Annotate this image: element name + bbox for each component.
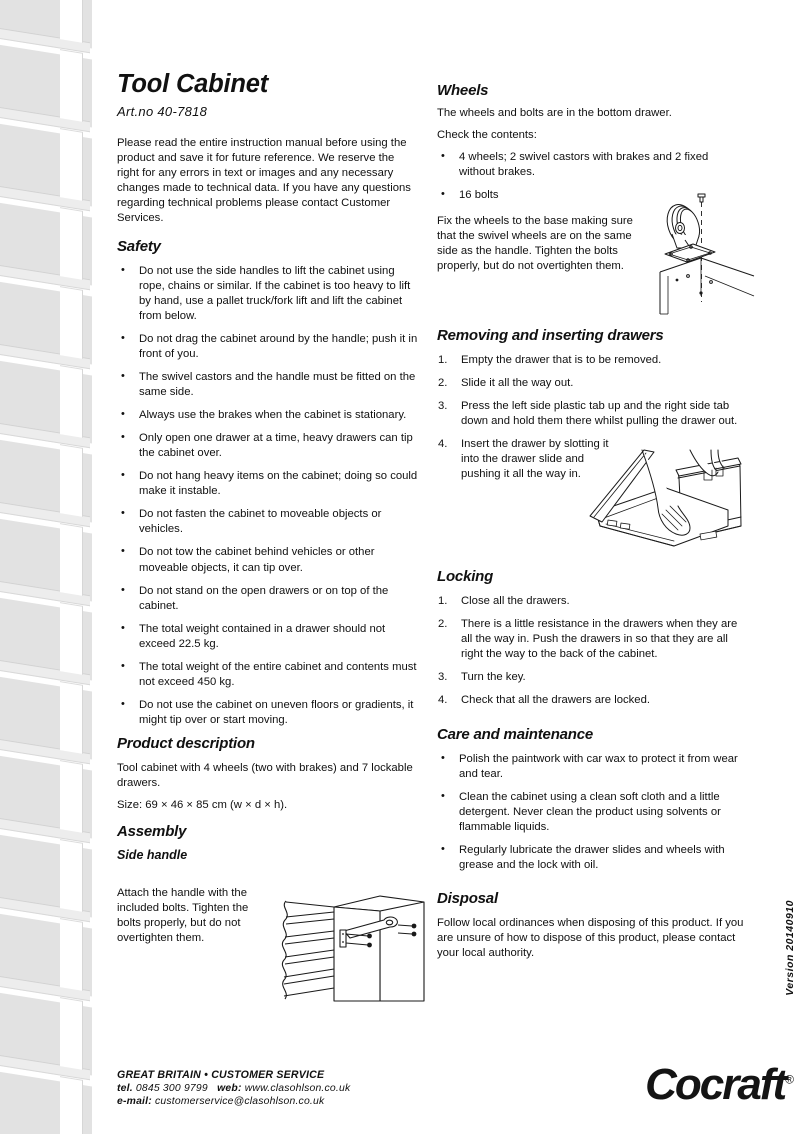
list-item: Slide it all the way out. — [461, 377, 574, 390]
list-item: • Do not hang heavy items on the cabinet; doing so could make it instable. — [117, 469, 422, 499]
version-label: Version 20140910 — [784, 900, 796, 996]
safety-list — [117, 264, 422, 727]
email-label: e-mail: — [117, 1096, 152, 1107]
disposal-heading: Disposal — [437, 890, 498, 907]
title-block — [117, 70, 422, 119]
assembly-section — [117, 823, 417, 863]
page-title: Tool Cabinet — [117, 70, 269, 98]
locking-section — [437, 568, 749, 716]
disposal-section — [437, 890, 749, 961]
product-size-text: Size: 69 × 46 × 85 cm (w × d × h). — [117, 799, 288, 812]
wheels-text-2: Check the contents: — [437, 129, 537, 142]
email-value[interactable]: customerservice@clasohlson.co.uk — [154, 1096, 325, 1107]
product-description-heading: Product description — [117, 735, 255, 752]
wheels-text-3: Fix the wheels to the base making sure that the swivel wheels are on the same side as the handle. Tighten the bolts properly, but do not overtighten them. — [437, 215, 633, 273]
list-item: There is a little resistance in the drawers when they are all the way in. Push the drawers in so that they are all right the way to the back of the cabinet. — [461, 618, 738, 661]
list-item: • The total weight contained in a drawer should not exceed 22.5 kg. — [117, 622, 422, 652]
list-item: • Always use the brakes when the cabinet is stationary. — [117, 408, 422, 423]
list-item: • 16 bolts — [437, 188, 747, 203]
drawers-heading: Removing and inserting drawers — [437, 327, 664, 344]
list-item: • Do not use the cabinet on uneven floors or gradients, it might tip over or start moving. — [117, 698, 422, 728]
list-item: Check that all the drawers are locked. — [461, 694, 651, 707]
list-item: • Regularly lubricate the drawer slides and wheels with grease and the lock with oil. — [437, 843, 749, 873]
safety-section — [117, 238, 422, 736]
care-heading: Care and maintenance — [437, 726, 594, 743]
list-item: • Do not fasten the cabinet to moveable objects or vehicles. — [117, 507, 422, 537]
list-item: • The swivel castors and the handle must be fitted on the same side. — [117, 370, 422, 400]
list-item: • Polish the paintwork with car wax to protect it from wear and tear. — [437, 752, 749, 782]
list-item: Empty the drawer that is to be removed. — [461, 354, 662, 367]
side-handle-subheading: Side handle — [117, 848, 188, 863]
assembly-heading: Assembly — [117, 823, 187, 840]
brand-logo — [645, 1060, 794, 1109]
wheels-heading: Wheels — [437, 82, 489, 99]
list-item: Turn the key. — [461, 671, 526, 684]
brand-name: Cocraft — [645, 1060, 786, 1109]
side-handle-instructions: Attach the handle with the included bolts. Tighten the bolts properly, but do not overtighten them. — [117, 887, 249, 945]
list-item: • Clean the cabinet using a clean soft cloth and a little detergent. Never clean the product using solvents or flammable liquids. — [437, 790, 749, 835]
list-item: • Do not drag the cabinet around by the handle; push it in front of you. — [117, 332, 422, 362]
footer-region: GREAT BRITAIN • CUSTOMER SERVICE — [117, 1069, 325, 1081]
locking-heading: Locking — [437, 568, 494, 585]
product-description-text: Tool cabinet with 4 wheels (two with brakes) and 7 lockable drawers. — [117, 762, 413, 790]
wheels-text-1: The wheels and bolts are in the bottom drawer. — [437, 107, 672, 120]
tel-value: 0845 300 9799 — [135, 1083, 208, 1094]
care-section — [437, 726, 749, 881]
locking-steps-list — [437, 594, 749, 708]
list-item: • The total weight of the entire cabinet and contents must not exceed 450 kg. — [117, 660, 422, 690]
list-item: Close all the drawers. — [461, 595, 570, 608]
web-value[interactable]: www.clasohlson.co.uk — [244, 1083, 351, 1094]
safety-heading: Safety — [117, 238, 161, 255]
side-handle-illustration — [272, 893, 427, 1003]
list-item: • 4 wheels; 2 swivel castors with brakes and 2 fixed without brakes. — [437, 150, 747, 180]
article-number: Art.no 40-7818 — [117, 104, 208, 120]
registered-trademark-icon: ® — [785, 1072, 794, 1087]
product-description-section — [117, 735, 417, 813]
list-item: Insert the drawer by slotting it into the drawer slide and pushing it all the way in. — [461, 438, 609, 481]
disposal-text: Follow local ordinances when disposing of this product. If you are unsure of how to dispose of this product, please contact your local authority. — [437, 917, 744, 960]
list-item: Press the left side plastic tab up and the right side tab down and hold them there whilst pulling the drawer out. — [461, 400, 738, 428]
drawer-insert-illustration — [578, 448, 760, 570]
web-label: web: — [217, 1083, 242, 1094]
list-item: • Only open one drawer at a time, heavy drawers can tip the cabinet over. — [117, 431, 422, 461]
list-item: • Do not tow the cabinet behind vehicles or other moveable objects, it can tip over. — [117, 545, 422, 575]
castor-wheel-illustration — [655, 192, 760, 317]
intro-paragraph: Please read the entire instruction manual before using the product and save it for future reference. We reserve the right for any errors in text or images and any necessary changes made to technical data. If you have any questions regarding technical problems please contact Customer Services. — [117, 137, 411, 225]
list-item: • Do not stand on the open drawers or on top of the cabinet. — [117, 584, 422, 614]
care-list — [437, 752, 749, 873]
tel-label: tel. — [117, 1083, 133, 1094]
list-item: • Do not use the side handles to lift the cabinet using rope, chains or similar. If the cabinet is too heavy to lift by hand, use a pallet truck/fork lift and lift the cabinet from below. — [117, 264, 422, 324]
